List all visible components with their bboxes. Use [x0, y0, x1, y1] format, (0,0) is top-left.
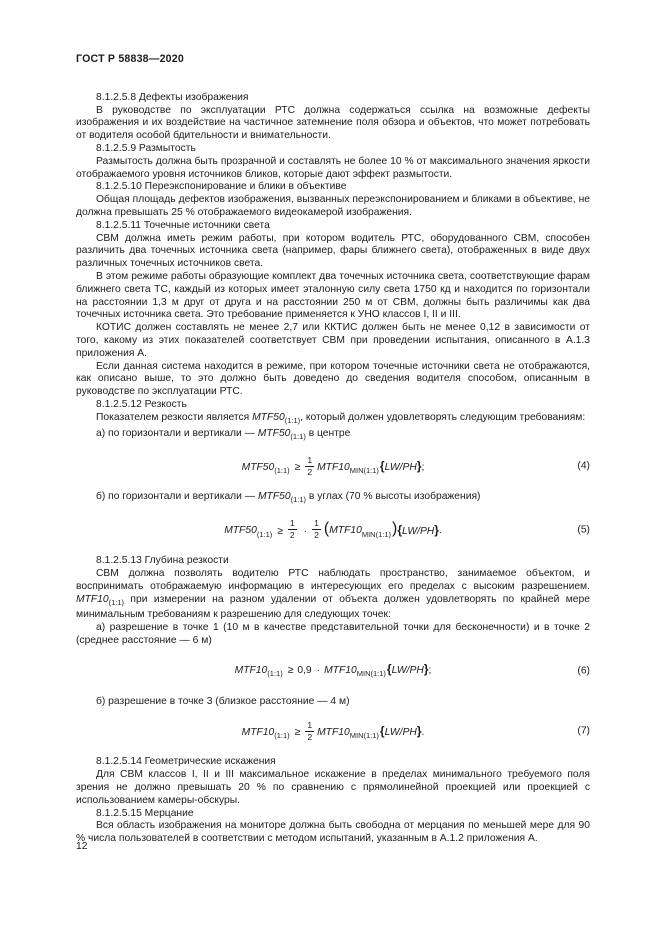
formula-variable: MTF10	[324, 664, 357, 676]
text-run: (1:1)	[284, 415, 301, 425]
paragraph	[76, 233, 590, 271]
content-blocks	[76, 92, 590, 846]
text-run: В руководстве по эксплуатации РТС должна содержаться ссылка на возможные дефекты изображения и их воздействие на частичное затемнение поля обзора и объектов, что может потребовать от водителя особой бдительности и внимательности.	[76, 104, 590, 142]
paragraph	[76, 412, 590, 428]
unit-text: LW/PH	[384, 461, 417, 473]
formula-body	[224, 520, 442, 542]
text-run: 8.1.2.5.12 Резкость	[96, 398, 187, 410]
formula-number: (6)	[577, 665, 590, 677]
text-run: б) по горизонтали и вертикали —	[96, 491, 258, 503]
text-run: Вся область изображения на мониторе должна быть свободна от мерцания по меньшей мере для 90 % числа пользователей в соответствии с методом испытаний, указанным в А.1.2 приложения А.	[76, 820, 590, 845]
text-run: (1:1)	[290, 495, 306, 505]
formula-coefficient: 0,9	[297, 664, 312, 676]
formula-subscript: (1:1)	[267, 669, 283, 679]
formula-variable: MTF10	[241, 726, 275, 738]
fraction-numerator: 1	[314, 518, 319, 529]
section-heading	[76, 399, 590, 412]
paragraph	[76, 622, 590, 648]
formula-variable: MTF10	[317, 726, 350, 738]
section-heading	[76, 181, 590, 194]
fraction	[288, 519, 297, 540]
unit-text: LW/PH	[402, 525, 435, 537]
close-brace: }	[423, 661, 429, 676]
unit-label	[397, 522, 439, 537]
text-run: MTF50	[252, 411, 285, 423]
formula-subscript: MIN(1:1)	[356, 669, 386, 679]
text-run: (1:1)	[108, 597, 125, 607]
text-run: в углах (70 % высоты изображения)	[306, 491, 481, 503]
section-heading	[76, 808, 590, 821]
paragraph	[76, 271, 590, 322]
close-brace: }	[416, 723, 422, 738]
section-heading	[76, 143, 590, 156]
unit-text: LW/PH	[384, 726, 417, 738]
fraction	[305, 721, 314, 742]
formula-subscript: (1:1)	[274, 466, 290, 476]
text-run: Если данная система находится в режиме, при котором точечные источники света не отображаются, как описано выше, то это должно быть доведено до сведения водителя способом, описанным в руководстве по эксплуатации РТС.	[76, 360, 590, 398]
text-run: 8.1.2.5.10 Переэкспонирование и блики в объективе	[96, 181, 347, 193]
fraction-numerator: 1	[289, 518, 295, 529]
text-run: Показателем резкости является	[96, 411, 253, 423]
text-run: б) разрешение в точке 3 (близкое расстояние — 4 м)	[96, 695, 350, 707]
text-run: а) разрешение в точке 1 (10 м в качестве представительной точки для бесконечности) и в точке 2 (среднее расстояние — 6 м)	[76, 622, 590, 646]
section-heading	[76, 555, 590, 568]
formula	[76, 658, 590, 686]
text-run: Размытость должна быть прозрачной и составлять не более 10 % от максимального значения яркости отображаемого уровня источников бликов, которые дают эффект размытости.	[76, 155, 590, 180]
text-run: В этом режиме работы образующие комплект два точечных источника света, соответствующие фарам ближнего света ТС, каждый из которых имеет эталонную силу света 1750 кд и находится по горизонтали на расстоянии 1,3 м друг от друга и на расстоянии 250 м от СВМ, должны быть различимы как два точечных источника света. Это требование применяется к УНО классов I, II и III.	[76, 270, 590, 321]
text-run: КОТИС должен составлять не менее 2,7 или ККТИС должен быть не менее 0,12 в зависимости от того, какому из этих показателей соответствует СВМ при проведении испытания, описанного в А.1.3 приложения А.	[76, 322, 590, 359]
formula-number: (7)	[577, 726, 590, 738]
paragraph	[76, 696, 590, 709]
fraction-numerator: 1	[307, 454, 313, 465]
formula-subscript: MIN(1:1)	[361, 530, 392, 540]
formula-punctuation: .	[421, 726, 425, 738]
close-brace: }	[416, 458, 422, 473]
text-run: Общая площадь дефектов изображения, вызванных переэкспонированием и бликами в объективе, не должна превышать 25 % отображаемого видеокамерой изображения.	[76, 194, 590, 218]
document-header: ГОСТ Р 58838—2020	[76, 53, 184, 65]
open-brace: {	[379, 458, 385, 473]
formula	[76, 453, 590, 481]
formula	[76, 517, 590, 545]
text-run: 8.1.2.5.9 Размытость	[96, 142, 196, 154]
paragraph	[76, 156, 590, 182]
paragraph	[76, 769, 590, 807]
paragraph	[76, 491, 590, 507]
text-run: 8.1.2.5.13 Глубина резкости	[96, 555, 229, 567]
unit-text: LW/PH	[391, 664, 424, 676]
open-brace: {	[379, 723, 385, 738]
paragraph	[76, 194, 590, 220]
fraction-denominator: 2	[307, 731, 313, 742]
open-brace: {	[386, 661, 392, 676]
formula-punctuation: ;	[428, 664, 432, 676]
fraction-denominator: 2	[314, 530, 319, 541]
paragraph	[76, 361, 590, 399]
page-number: 12	[76, 841, 88, 852]
text-run: СВМ должна иметь режим работы, при котором водитель РТС, оборудованного СВМ, способен различить два точечных источника света (например, фары ближнего света), отображенных в виде двух различных точечных источников света.	[76, 232, 590, 270]
formula-variable: MTF50	[224, 525, 257, 537]
text-run: 8.1.2.5.8 Дефекты изображения	[96, 91, 249, 103]
text-run: при измерении на разном удалении от объекта должен удовлетворять по крайней мере минимальным требованиям к разрешению для следующих точек:	[76, 593, 590, 621]
section-heading	[76, 756, 590, 769]
paragraph	[76, 820, 590, 846]
unit-label	[379, 723, 425, 738]
formula-operator: ≥	[294, 726, 301, 738]
text-run: в центре	[305, 427, 351, 439]
formula-operator: ·	[303, 525, 308, 537]
text-run: а) по горизонтали и вертикали —	[96, 427, 258, 439]
formula-punctuation: ;	[421, 461, 425, 473]
formula-variable: MTF10	[317, 461, 350, 473]
formula-body	[241, 719, 425, 744]
section-heading	[76, 92, 590, 105]
formula-operator: ≥	[287, 664, 294, 676]
formula-variable: MTF50	[241, 461, 275, 473]
formula-subscript: (1:1)	[274, 731, 290, 741]
fraction-denominator: 2	[307, 466, 313, 477]
text-run: (1:1)	[290, 431, 306, 441]
paragraph	[76, 428, 590, 444]
open-paren: (	[323, 520, 330, 538]
section-heading	[76, 220, 590, 233]
fraction	[305, 456, 314, 477]
text-run: 8.1.2.5.15 Мерцание	[96, 807, 194, 819]
paragraph	[76, 322, 590, 360]
formula	[76, 718, 590, 746]
formula-number: (4)	[577, 460, 590, 472]
formula-body	[235, 663, 432, 681]
fraction-numerator: 1	[307, 719, 313, 730]
formula-variable: MTF10	[329, 525, 362, 537]
formula-punctuation: .	[438, 525, 442, 537]
unit-label	[379, 458, 425, 473]
paragraph	[76, 105, 590, 143]
formula-operator: ≥	[277, 525, 283, 537]
formula-operator: ·	[316, 664, 321, 676]
unit-label	[386, 661, 432, 676]
close-brace: }	[434, 522, 439, 537]
text-run: СВМ должна позволять водителю РТС наблюдать пространство, занимаемое объектом, и воспринимать отображаемую информацию в интересующих его пределах с высоким разрешением.	[76, 567, 590, 592]
text-run: MTF50	[257, 491, 291, 503]
formula-number: (5)	[577, 524, 590, 536]
formula-variable: MTF10	[234, 664, 268, 676]
fraction	[312, 519, 321, 540]
text-run: , который должен удовлетворять следующим требованиям:	[300, 411, 586, 423]
formula-operator: ≥	[294, 461, 301, 473]
fraction-denominator: 2	[289, 530, 295, 541]
open-brace: {	[397, 522, 403, 537]
text-run: MTF10	[76, 593, 109, 605]
text-run: Для СВМ классов I, II и III максимальное искажение в пределах минимального требуемого поля зрения не должно превышать 20 % по сравнению с прямолинейной проекцией или проекцией с использованием камеры-обскуры.	[76, 769, 590, 806]
text-run: MTF50	[257, 427, 291, 439]
text-run: 8.1.2.5.11 Точечные источники света	[96, 219, 270, 231]
text-run: 8.1.2.5.14 Геометрические искажения	[96, 756, 276, 768]
formula-body	[241, 454, 425, 479]
formula-subscript: (1:1)	[256, 530, 273, 540]
paragraph	[76, 568, 590, 622]
close-paren: )	[392, 520, 398, 538]
formula-subscript: MIN(1:1)	[349, 731, 379, 741]
formula-subscript: MIN(1:1)	[349, 466, 379, 476]
